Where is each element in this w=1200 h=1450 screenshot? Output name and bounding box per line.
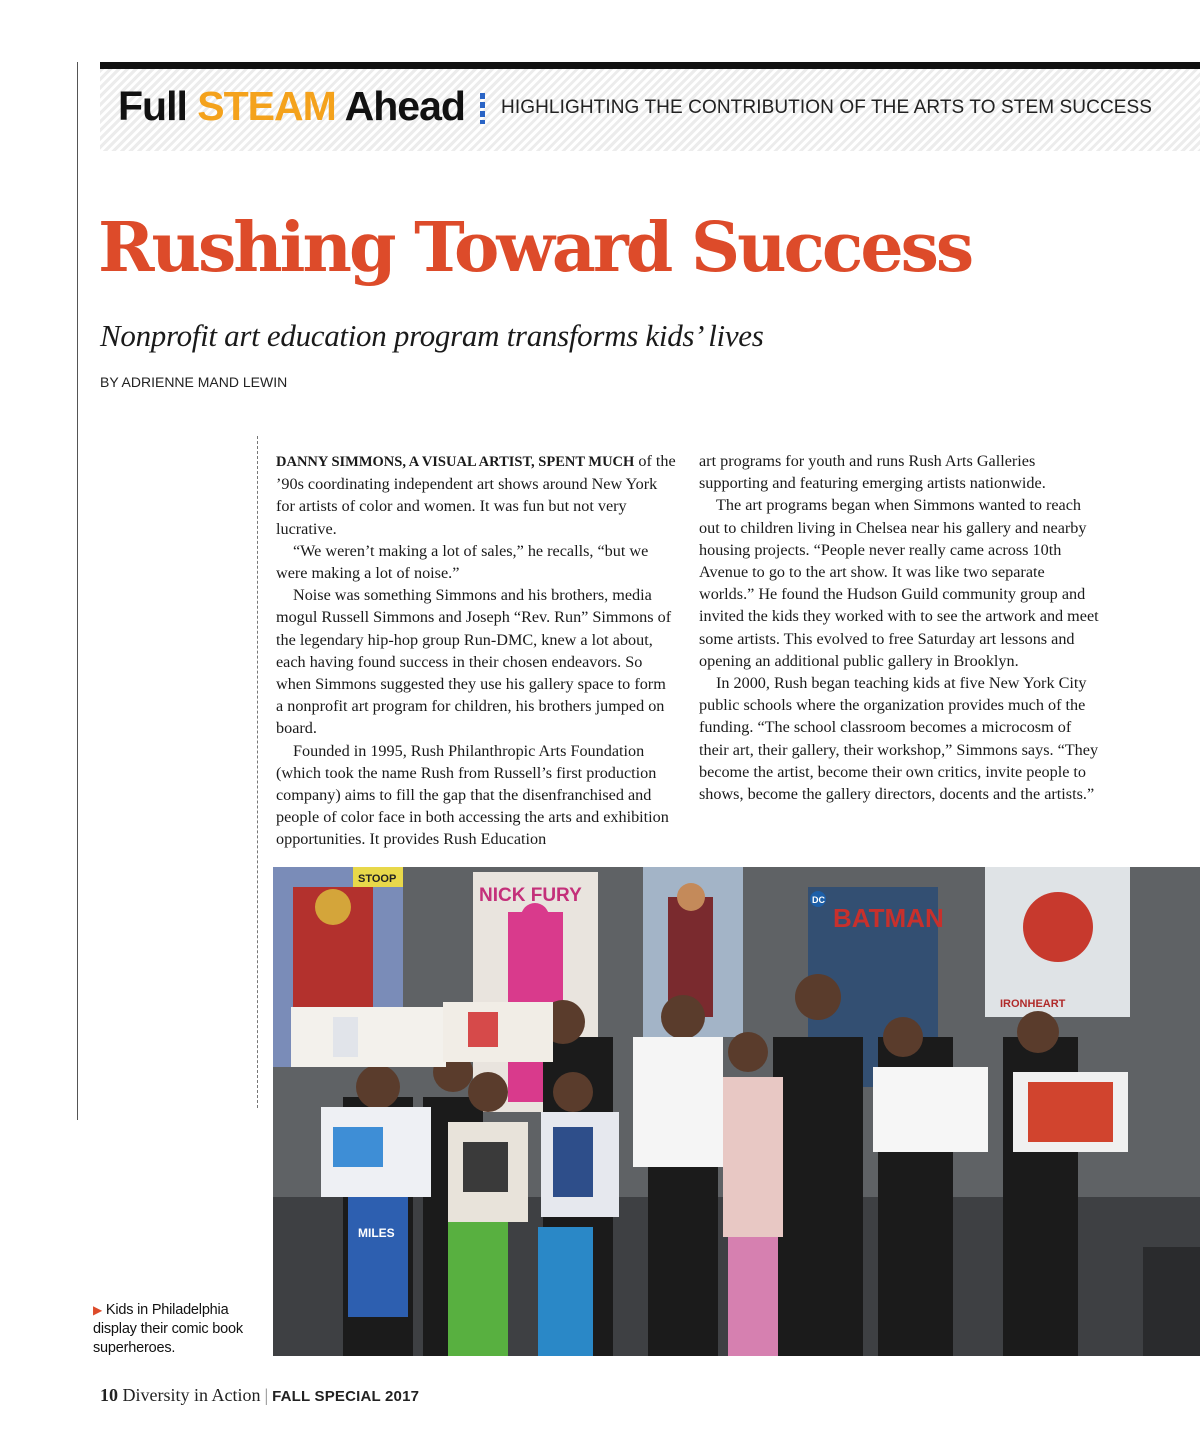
body-paragraph: The art programs began when Simmons wanted to reach out to children living in Chelsea near his gallery and nearby housing projects. “People never really came across 10th Avenue to go to the art show. It was like two separate worlds.” He found the Hudson Guild community group and invited the kids they worked with to see the artwork and meet some artists. This evolved to free Saturday art lessons and opening an additional public gallery in Brooklyn. (699, 496, 1099, 670)
body-paragraph: Noise was something Simmons and his brothers, media mogul Russell Simmons and Joseph “Rev. Run” Simmons of the legendary hip-hop group Run-DMC, knew a lot about, each having found success in their chosen endeavors. So when Simmons suggested they use his gallery space to form a nonprofit art program for children, his brothers jumped on board. (276, 586, 672, 738)
poster-batman-text: BATMAN (833, 903, 944, 933)
body-paragraph: “We weren’t making a lot of sales,” he recalls, “but we were making a lot of noise.” (276, 541, 649, 583)
article-byline: BY ADRIENNE MAND LEWIN (100, 374, 288, 390)
poster-ironheart-text: IRONHEART (1000, 998, 1066, 1010)
section-banner (100, 69, 1200, 151)
banner-separator (480, 93, 485, 124)
section-title-accent: STEAM (197, 83, 336, 129)
column-dashed-rule (257, 436, 258, 1108)
section-subtitle: HIGHLIGHTING THE CONTRIBUTION OF THE ARTS TO STEM SUCCESS (501, 97, 1153, 118)
article-headline: Rushing Toward Success (98, 208, 972, 288)
body-paragraph: art programs for youth and runs Rush Arts Galleries supporting and featuring emerging artists nationwide. (699, 452, 1046, 493)
poster-ironheart (985, 867, 1130, 1017)
banner-top-rule (100, 62, 1200, 69)
lead-in: DANNY SIMMONS, A VISUAL ARTIST, SPENT MUCH (276, 454, 635, 470)
shirt-text: MILES (358, 1226, 395, 1240)
page-left-rule (77, 62, 78, 1120)
body-column-left (276, 450, 676, 851)
publication-name: Diversity in Action (122, 1385, 261, 1405)
caption-arrow-icon: ▶ (93, 1303, 103, 1317)
poster-nick-fury-text: NICK FURY (479, 885, 582, 906)
body-paragraph: Founded in 1995, Rush Philanthropic Arts Foundation (which took the name Rush from Russell’s first production company) aims to fill the gap that the disenfranchised and people of color face in both accessing the arts and exhibition opportunities. It provides Rush Education (276, 741, 669, 849)
article-photo (273, 867, 1200, 1356)
body-paragraph: In 2000, Rush began teaching kids at five New York City public schools where the organization provides much of the funding. “The school classroom becomes a microcosm of their art, their gallery, their workshop,” Simmons says. “They become the artist, become their own critics, invite people to shows, become the gallery directors, docents and the artists.” (699, 674, 1099, 804)
page-footer (100, 1385, 419, 1406)
body-column-right (699, 450, 1099, 805)
poster-dc-text: DC (812, 895, 825, 905)
page-number: 10 (100, 1385, 118, 1405)
poster-stoop-text: STOOP (358, 873, 397, 885)
section-title: Full STEAM Ahead (118, 83, 465, 129)
footer-divider: | (264, 1385, 269, 1405)
article-dek: Nonprofit art education program transforms kids’ lives (100, 318, 764, 353)
photo-caption: ▶ Kids in Philadelphia display their comic book superheroes. (93, 1302, 243, 1356)
issue-name: FALL SPECIAL 2017 (272, 1388, 420, 1405)
body-paragraph: DANNY SIMMONS, A VISUAL ARTIST, SPENT MUCH of the ’90s coordinating independent art shows around New York for artists of color and women. It was fun but not very lucrative. (276, 452, 676, 538)
